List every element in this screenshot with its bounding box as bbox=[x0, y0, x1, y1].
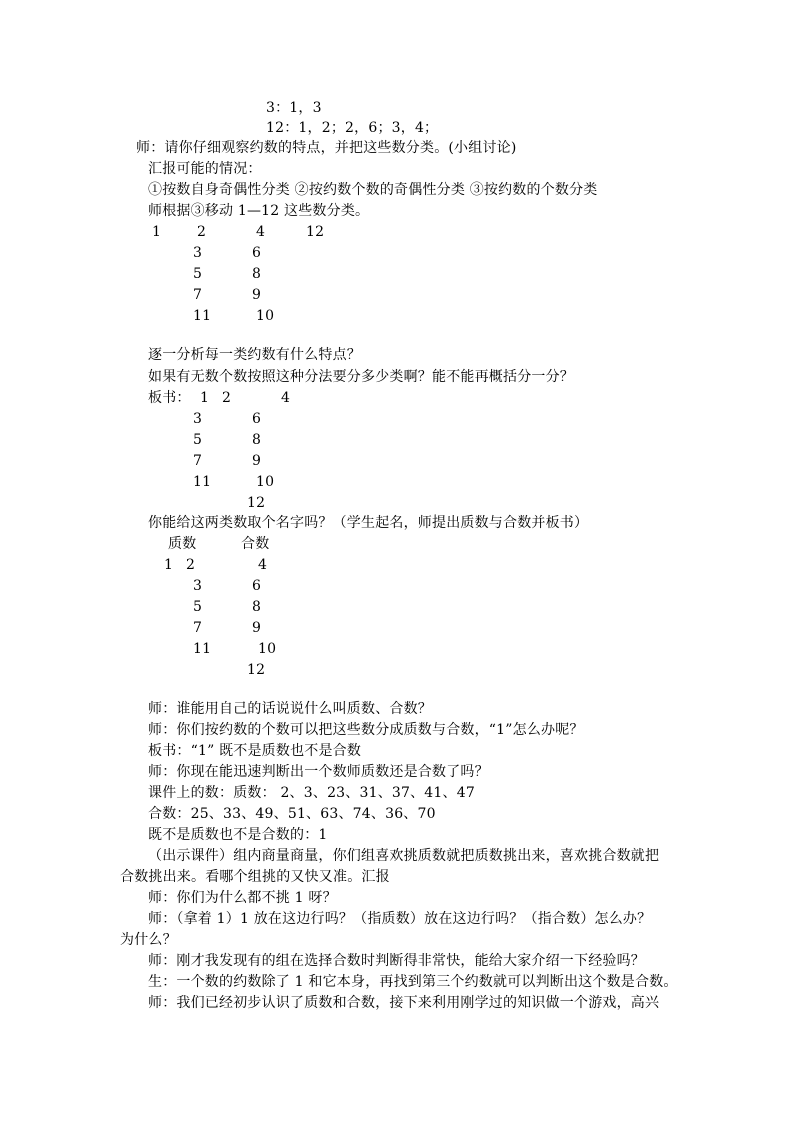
board-label: 板书： bbox=[148, 390, 191, 406]
number-cell: 2 bbox=[222, 390, 232, 406]
student-answer: 生：一个数的约数除了 1 和它本身，再找到第三个约数就可以判断出这个数是合数。 bbox=[148, 974, 678, 990]
number-cell: 7 bbox=[193, 453, 203, 469]
number-cell: 1 bbox=[200, 390, 210, 406]
number-cell: 10 bbox=[256, 308, 275, 324]
composite-heading: 合数 bbox=[241, 536, 270, 552]
number-cell: 5 bbox=[193, 432, 203, 448]
number-cell: 10 bbox=[256, 474, 275, 490]
number-cell: 3 bbox=[193, 411, 203, 427]
teacher-move-numbers: 师根据③移动 1—12 这些数分类。 bbox=[148, 203, 370, 219]
number-cell: 4 bbox=[258, 557, 268, 573]
experience-question: 师：刚才我发现有的组在选择合数时判断得非常快，能给大家介绍一下经验吗？ bbox=[148, 953, 645, 969]
number-cell: 11 bbox=[193, 641, 212, 657]
number-cell: 8 bbox=[252, 599, 262, 615]
number-cell: 6 bbox=[252, 578, 262, 594]
infinite-question: 如果有无数个数按照这种分法要分多少类啊？能不能再概括分一分？ bbox=[148, 369, 574, 385]
number-cell: 2 bbox=[197, 224, 207, 240]
factors-of-12: 12：1，2；2，6；3，4； bbox=[266, 120, 439, 136]
number-cell: 12 bbox=[247, 495, 266, 511]
number-cell: 8 bbox=[252, 432, 262, 448]
number-cell: 6 bbox=[252, 411, 262, 427]
number-cell: 12 bbox=[247, 662, 266, 678]
number-cell: 5 bbox=[193, 266, 203, 282]
judge-question: 师：你现在能迅速判断出一个数师质数还是合数了吗？ bbox=[148, 764, 489, 780]
number-cell: 6 bbox=[252, 245, 262, 261]
analyze-question: 逐一分析每一类约数有什么特点？ bbox=[148, 347, 361, 363]
number-cell: 2 bbox=[186, 557, 196, 573]
group-activity-line2: 合数挑出来。看哪个组挑的又快又准。汇报 bbox=[120, 869, 390, 885]
teacher-prompt-observe: 师：请你仔细观察约数的特点，并把这些数分类。(小组讨论) bbox=[136, 140, 517, 156]
number-cell: 11 bbox=[193, 308, 212, 324]
group-activity-line1: （出示课件）组内商量商量，你们组喜欢挑质数就把质数挑出来，喜欢挑合数就把 bbox=[148, 848, 660, 864]
courseware-neither: 既不是质数也不是合数的：1 bbox=[148, 827, 328, 843]
number-cell: 9 bbox=[252, 453, 262, 469]
holding-one-line2: 为什么？ bbox=[120, 932, 177, 948]
number-cell: 9 bbox=[252, 287, 262, 303]
prime-heading: 质数 bbox=[168, 536, 197, 552]
courseware-primes: 课件上的数：质数： 2、3、23、31、37、41、47 bbox=[148, 785, 475, 801]
number-cell: 1 bbox=[152, 224, 162, 240]
why-not-one: 师：你们为什么都不挑 1 呀？ bbox=[148, 890, 337, 906]
number-cell: 7 bbox=[193, 620, 203, 636]
number-cell: 1 bbox=[164, 557, 174, 573]
board-note-one: 板书：“1” 既不是质数也不是合数 bbox=[148, 743, 362, 759]
holding-one-line1: 师：（拿着 1）1 放在这边行吗？（指质数）放在这边行吗？（指合数）怎么办？ bbox=[148, 911, 652, 927]
number-cell: 4 bbox=[256, 224, 266, 240]
number-cell: 12 bbox=[306, 224, 325, 240]
number-cell: 4 bbox=[281, 390, 291, 406]
number-one-question: 师：你们按约数的个数可以把这些数分成质数与合数，“1”怎么办呢？ bbox=[148, 722, 584, 738]
classification-options: ①按数自身奇偶性分类 ②按约数个数的奇偶性分类 ③按约数的个数分类 bbox=[148, 182, 598, 198]
game-intro: 师：我们已经初步认识了质数和合数，接下来利用刚学过的知识做一个游戏，高兴 bbox=[148, 995, 660, 1011]
number-cell: 5 bbox=[193, 599, 203, 615]
courseware-composites: 合数：25、33、49、51、63、74、36、70 bbox=[148, 806, 436, 822]
number-cell: 11 bbox=[193, 474, 212, 490]
number-cell: 10 bbox=[258, 641, 277, 657]
naming-question: 你能给这两类数取个名字吗？（学生起名，师提出质数与合数并板书） bbox=[148, 515, 589, 531]
number-cell: 9 bbox=[252, 620, 262, 636]
define-question: 师：谁能用自己的话说说什么叫质数、合数？ bbox=[148, 701, 432, 717]
number-cell: 8 bbox=[252, 266, 262, 282]
number-cell: 7 bbox=[193, 287, 203, 303]
number-cell: 3 bbox=[193, 578, 203, 594]
number-cell: 3 bbox=[193, 245, 203, 261]
report-heading: 汇报可能的情况： bbox=[148, 161, 262, 177]
factors-of-3: 3：1，3 bbox=[266, 100, 322, 116]
